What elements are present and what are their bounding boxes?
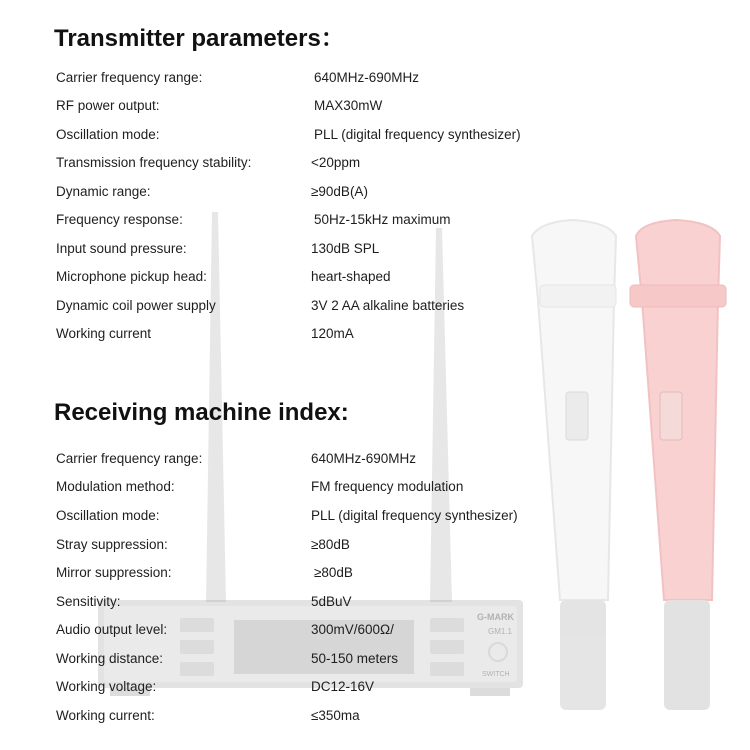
spec-value: 130dB SPL xyxy=(311,241,380,256)
transmitter-row xyxy=(0,210,750,230)
spec-value: 3V 2 AA alkaline batteries xyxy=(311,298,465,313)
receiver-row xyxy=(0,649,750,669)
spec-label: RF power output: xyxy=(56,98,160,113)
transmitter-row xyxy=(0,267,750,287)
transmitter-row xyxy=(0,324,750,344)
transmitter-row xyxy=(0,182,750,202)
spec-value: PLL (digital frequency synthesizer) xyxy=(311,508,518,523)
receiver-row xyxy=(0,535,750,555)
transmitter-row xyxy=(0,68,750,88)
spec-label: Input sound pressure: xyxy=(56,241,187,256)
spec-label: Transmission frequency stability: xyxy=(56,155,252,170)
spec-value: heart-shaped xyxy=(311,269,391,284)
spec-value: PLL (digital frequency synthesizer) xyxy=(314,127,521,142)
transmitter-row xyxy=(0,239,750,259)
transmitter-row xyxy=(0,125,750,145)
receiver-switch-text: SWITCH xyxy=(482,671,510,678)
receiver-row xyxy=(0,563,750,583)
spec-label: Audio output level: xyxy=(56,622,168,637)
spec-value: 5dBuV xyxy=(311,594,352,609)
receiver-row xyxy=(0,449,750,469)
spec-label: Dynamic range: xyxy=(56,184,151,199)
receiver-row xyxy=(0,677,750,697)
spec-value: 50Hz-15kHz maximum xyxy=(314,212,451,227)
spec-value: MAX30mW xyxy=(314,98,383,113)
spec-label: Working current xyxy=(56,326,152,341)
spec-value: 120mA xyxy=(311,326,354,341)
spec-label: Carrier frequency range: xyxy=(56,451,203,466)
transmitter-row xyxy=(0,296,750,316)
transmitter-title: Transmitter parameters： xyxy=(54,25,345,52)
spec-label: Frequency response: xyxy=(56,212,183,227)
spec-label: Dynamic coil power supply xyxy=(56,298,216,313)
spec-value: DC12-16V xyxy=(311,679,375,694)
spec-value: 640MHz-690MHz xyxy=(311,451,417,466)
spec-value: <20ppm xyxy=(311,155,361,170)
transmitter-row xyxy=(0,96,750,116)
spec-value: 50-150 meters xyxy=(311,651,399,666)
spec-label: Working distance: xyxy=(56,651,164,666)
spec-label: Mirror suppression: xyxy=(56,565,172,580)
receiver-row xyxy=(0,592,750,612)
spec-label: Stray suppression: xyxy=(56,537,168,552)
spec-label: Oscillation mode: xyxy=(56,127,160,142)
spec-label: Working voltage: xyxy=(56,679,157,694)
receiver-row xyxy=(0,477,750,497)
receiver-row xyxy=(0,706,750,726)
spec-value: 640MHz-690MHz xyxy=(314,70,420,85)
spec-label: Sensitivity: xyxy=(56,594,121,609)
transmitter-row xyxy=(0,153,750,173)
spec-label: Carrier frequency range: xyxy=(56,70,203,85)
receiver-model-text: GM1.1 xyxy=(488,627,513,636)
spec-value: FM frequency modulation xyxy=(311,479,464,494)
spec-value: ≥80dB xyxy=(311,537,350,552)
receiver-title: Receiving machine index: xyxy=(54,399,349,426)
spec-value: ≤350ma xyxy=(311,708,360,723)
spec-label: Microphone pickup head: xyxy=(56,269,207,284)
receiver-row xyxy=(0,506,750,526)
spec-value: ≥90dB(A) xyxy=(311,184,368,199)
receiver-row xyxy=(0,620,750,640)
spec-value: ≥80dB xyxy=(314,565,353,580)
receiver-brand-text: G-MARK xyxy=(477,612,514,622)
spec-label: Oscillation mode: xyxy=(56,508,160,523)
spec-label: Working current: xyxy=(56,708,155,723)
spec-label: Modulation method: xyxy=(56,479,175,494)
spec-value: 300mV/600Ω/ xyxy=(311,622,394,637)
